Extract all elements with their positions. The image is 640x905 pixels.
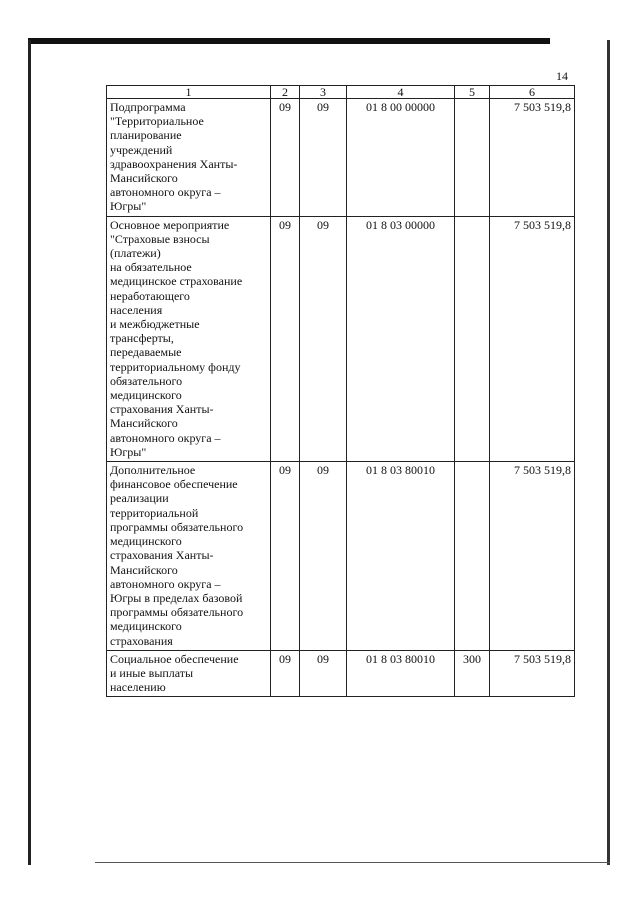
- scan-border-top: [28, 38, 550, 44]
- table-row: [107, 650, 575, 697]
- header-cell: 3: [300, 86, 347, 99]
- target-article-cell: 01 8 00 00000: [347, 99, 455, 217]
- expense-type-cell: [455, 216, 490, 461]
- target-article-cell: 01 8 03 80010: [347, 650, 455, 697]
- scan-border-bottom: [95, 862, 610, 863]
- page-number: 14: [556, 69, 568, 83]
- row-name-cell: Дополнительное финансовое обеспечение реализации территориальной программы обязательного медицинского страхования Ханты- Мансийского автономного округа – Югры в пределах базовой программы обязательного медицинского страхования: [107, 462, 271, 651]
- expense-type-cell: 300: [455, 650, 490, 697]
- section-code-cell: 09: [271, 216, 300, 461]
- header-cell: 1: [107, 86, 271, 99]
- subsection-code-cell: 09: [300, 216, 347, 461]
- section-code-cell: 09: [271, 99, 300, 217]
- header-cell: 2: [271, 86, 300, 99]
- table-row: [107, 462, 575, 651]
- amount-cell: 7 503 519,8: [490, 462, 575, 651]
- header-cell: 4: [347, 86, 455, 99]
- table-header-row: [107, 86, 575, 99]
- scan-border-left: [28, 40, 31, 865]
- amount-cell: 7 503 519,8: [490, 99, 575, 217]
- amount-cell: 7 503 519,8: [490, 216, 575, 461]
- section-code-cell: 09: [271, 462, 300, 651]
- expense-type-cell: [455, 99, 490, 217]
- table-row: [107, 216, 575, 461]
- subsection-code-cell: 09: [300, 650, 347, 697]
- target-article-cell: 01 8 03 00000: [347, 216, 455, 461]
- scan-border-right: [607, 40, 610, 865]
- target-article-cell: 01 8 03 80010: [347, 462, 455, 651]
- table-row: [107, 99, 575, 217]
- subsection-code-cell: 09: [300, 462, 347, 651]
- expense-type-cell: [455, 462, 490, 651]
- budget-table: [106, 85, 575, 697]
- row-name-cell: Основное мероприятие "Страховые взносы (платежи) на обязательное медицинское страхование неработающего населения и межбюджетные трансферты, передаваемые территориальному фонду обязательного медицинского страхования Ханты- Мансийского автономного округа – Югры": [107, 216, 271, 461]
- section-code-cell: 09: [271, 650, 300, 697]
- row-name-cell: Социальное обеспечение и иные выплаты населению: [107, 650, 271, 697]
- header-cell: 6: [490, 86, 575, 99]
- row-name-cell: Подпрограмма "Территориальное планирование учреждений здравоохранения Ханты- Мансийского автономного округа – Югры": [107, 99, 271, 217]
- amount-cell: 7 503 519,8: [490, 650, 575, 697]
- header-cell: 5: [455, 86, 490, 99]
- subsection-code-cell: 09: [300, 99, 347, 217]
